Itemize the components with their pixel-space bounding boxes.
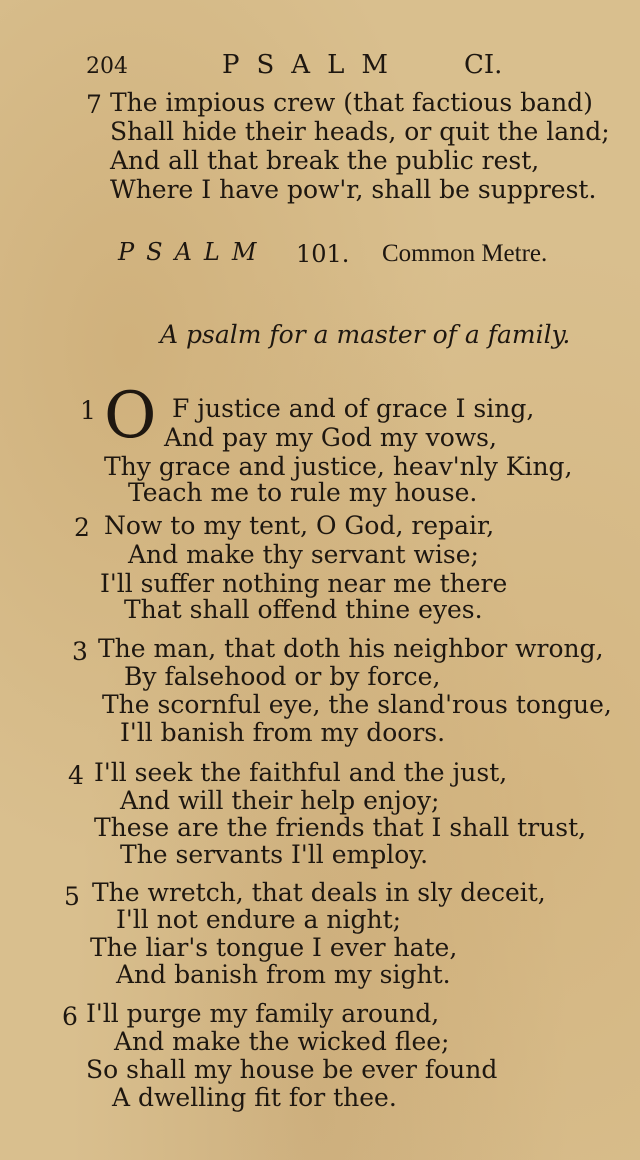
verse-line: I'll banish from my doors.	[120, 718, 446, 747]
verse-line: The impious crew (that factious band)	[110, 88, 593, 117]
verse-line: F justice and of grace I sing,	[172, 394, 535, 423]
verse-line: Now to my tent, O God, repair,	[104, 511, 495, 540]
verse-number: 4	[68, 761, 84, 790]
verse-line: A dwelling fit for thee.	[112, 1083, 397, 1112]
verse-number: 3	[72, 637, 88, 666]
verse-line: Where I have pow'r, shall be supprest.	[110, 175, 597, 204]
verse-number: 2	[74, 513, 90, 542]
verse-line: The scornful eye, the sland'rous tongue,	[102, 690, 612, 719]
verse-number: 6	[62, 1002, 78, 1031]
verse-line: Thy grace and justice, heav'nly King,	[104, 452, 573, 481]
verse-line: And make thy servant wise;	[128, 540, 479, 569]
verse-line: The wretch, that deals in sly deceit,	[92, 878, 546, 907]
verse-line: I'll purge my family around,	[86, 999, 440, 1028]
running-title: PSALM	[222, 50, 405, 80]
verse-line: The liar's tongue I ever hate,	[90, 933, 458, 962]
verse-line: The servants I'll employ.	[120, 840, 429, 869]
verse-line: And will their help enjoy;	[120, 786, 440, 815]
verse-number: 1	[80, 396, 96, 425]
psalm-title-metre: Common Metre.	[382, 240, 548, 267]
verse-line: By falsehood or by force,	[124, 662, 441, 691]
psalm-numeral: CI.	[464, 50, 503, 80]
psalm-title-number: 101.	[296, 240, 350, 268]
verse-line: And make the wicked flee;	[114, 1027, 450, 1056]
verse-line: Shall hide their heads, or quit the land;	[110, 117, 610, 146]
verse-line: And pay my God my vows,	[164, 423, 497, 452]
verse-line: That shall offend thine eyes.	[124, 595, 483, 624]
running-header	[86, 50, 516, 86]
verse-line: These are the friends that I shall trust,	[94, 813, 587, 842]
verse-line: Teach me to rule my house.	[128, 478, 478, 507]
verse-line: I'll seek the faithful and the just,	[94, 758, 508, 787]
verse-line: So shall my house be ever found	[86, 1055, 498, 1084]
psalm-subtitle: A psalm for a master of a family.	[160, 320, 571, 349]
verse-number: 7	[86, 90, 102, 119]
psalm-title	[118, 238, 588, 274]
drop-cap: O	[104, 379, 157, 453]
verse-line: The man, that doth his neighbor wrong,	[98, 634, 604, 663]
psalm-title-label: PSALM	[118, 238, 269, 266]
verse-line: And banish from my sight.	[116, 960, 451, 989]
page-number: 204	[86, 54, 128, 79]
verse-number: 5	[64, 882, 80, 911]
verse-line: And all that break the public rest,	[110, 146, 540, 175]
verse-line: I'll suffer nothing near me there	[100, 569, 508, 598]
verse-line: I'll not endure a night;	[116, 905, 402, 934]
